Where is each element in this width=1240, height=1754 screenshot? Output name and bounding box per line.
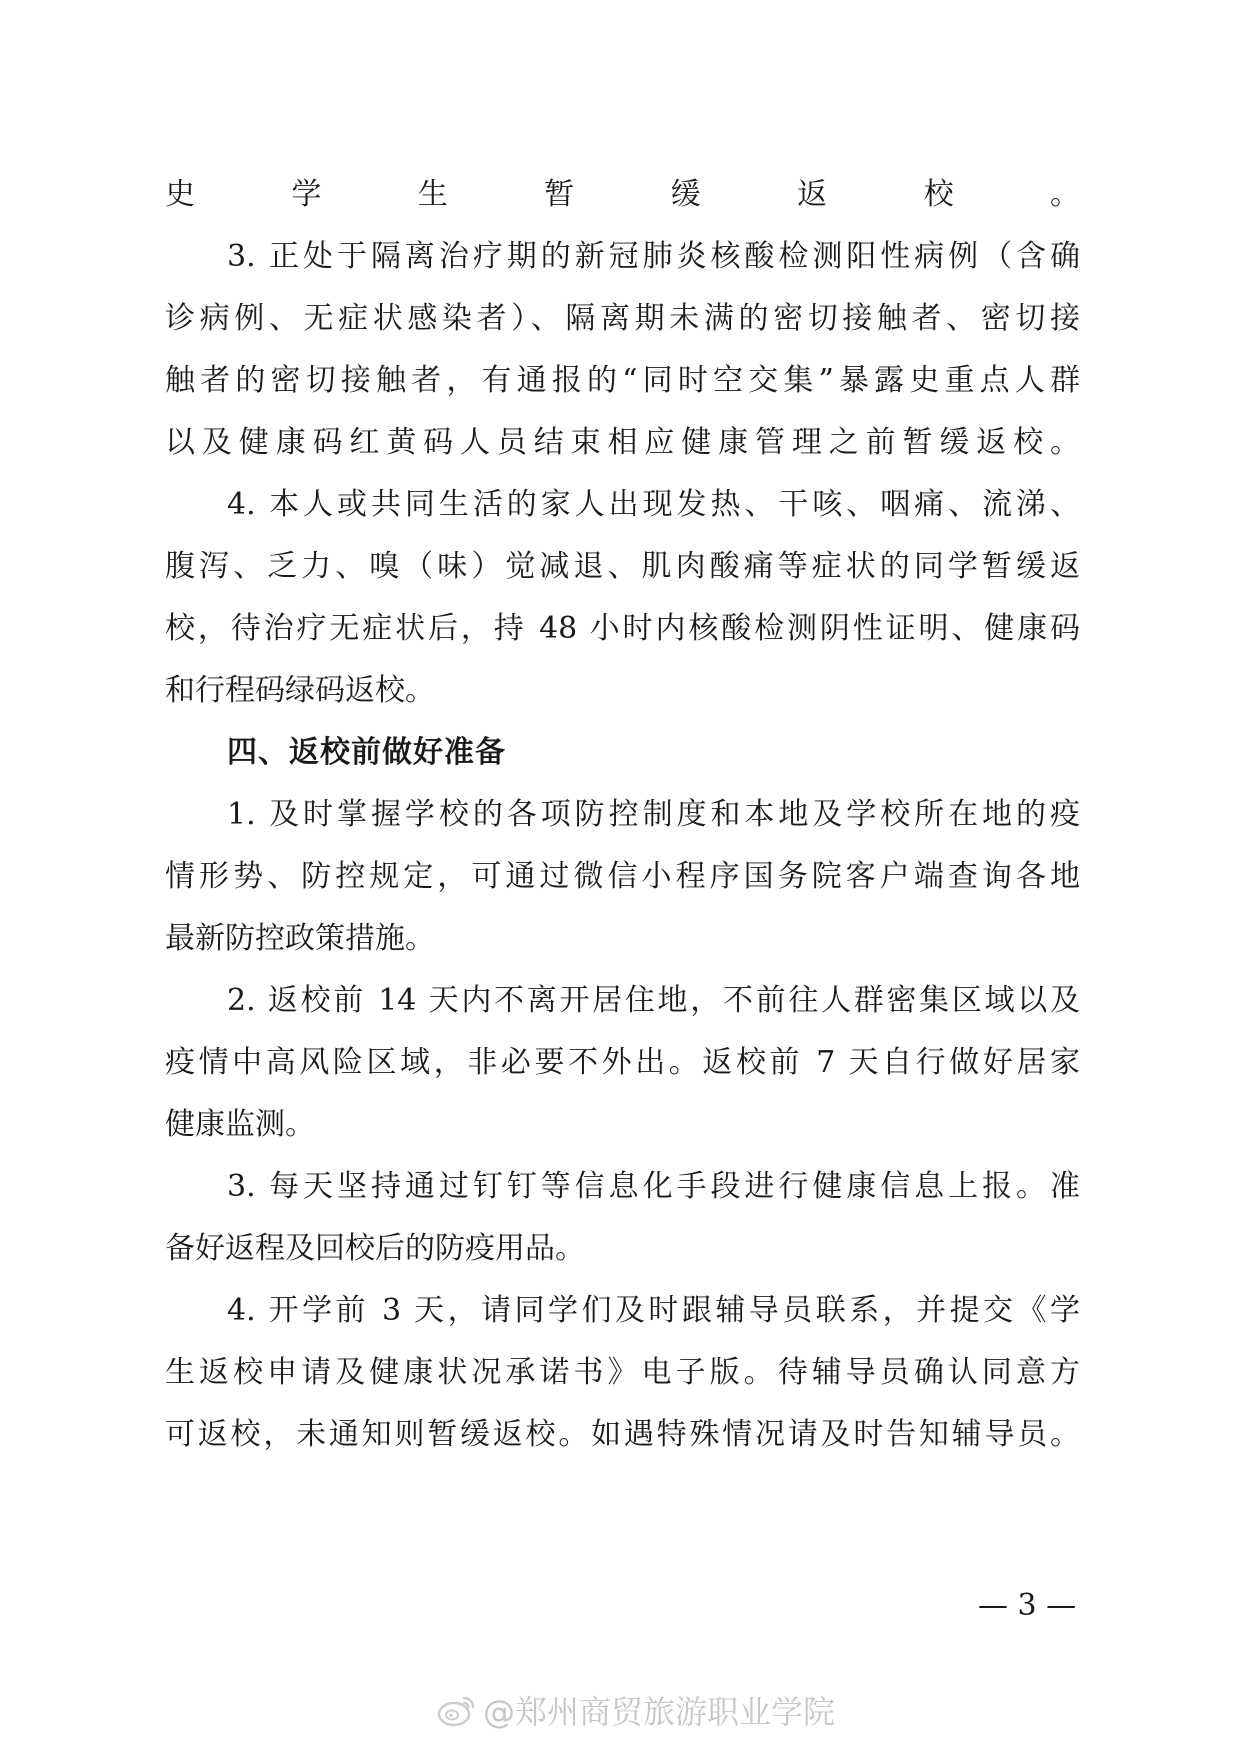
text-line: 可返校，未通知则暂缓返校。如遇特殊情况请及时告知辅导员。 xyxy=(165,1417,1080,1452)
text-line: 3. 正处于隔离治疗期的新冠肺炎核酸检测阳性病例（含确 xyxy=(227,239,1080,274)
text-line: 健康监测。 xyxy=(165,1107,315,1142)
text-line: 以及健康码红黄码人员结束相应健康管理之前暂缓返校。 xyxy=(165,425,1080,460)
text-line: 和行程码绿码返校。 xyxy=(165,673,435,708)
text-line: 4. 开学前 3 天，请同学们及时跟辅导员联系，并提交《学 xyxy=(227,1293,1080,1328)
text-line: 疫情中高风险区域，非必要不外出。返校前 7 天自行做好居家 xyxy=(165,1045,1080,1080)
text-line: 3. 每天坚持通过钉钉等信息化手段进行健康信息上报。准 xyxy=(227,1169,1080,1204)
weibo-icon xyxy=(437,1693,477,1727)
text-line: 4. 本人或共同生活的家人出现发热、干咳、咽痛、流涕、 xyxy=(227,487,1080,522)
text-line: 备好返程及回校后的防疫用品。 xyxy=(165,1231,585,1266)
section-heading: 四、返校前做好准备 xyxy=(227,735,506,770)
watermark-text: @郑州商贸旅游职业学院 xyxy=(483,1693,836,1731)
text-line: 情形势、防控规定，可通过微信小程序国务院客户端查询各地 xyxy=(165,859,1080,894)
page-number: — 3 — xyxy=(978,1588,1077,1623)
text-line: 2. 返校前 14 天内不离开居住地，不前往人群密集区域以及 xyxy=(227,983,1080,1018)
text-line: 校，待治疗无症状后，持 48 小时内核酸检测阴性证明、健康码 xyxy=(165,611,1080,646)
text-line: 史学生暂缓返校。 xyxy=(165,177,1080,212)
text-line: 生返校申请及健康状况承诺书》电子版。待辅导员确认同意方 xyxy=(165,1355,1080,1390)
text-line: 腹泻、乏力、嗅（味）觉减退、肌肉酸痛等症状的同学暂缓返 xyxy=(165,549,1080,584)
text-line: 最新防控政策措施。 xyxy=(165,921,435,956)
watermark xyxy=(437,1688,835,1732)
text-line: 1. 及时掌握学校的各项防控制度和本地及学校所在地的疫 xyxy=(227,797,1080,832)
text-line: 触者的密切接触者，有通报的“同时空交集”暴露史重点人群 xyxy=(165,363,1080,398)
text-line: 诊病例、无症状感染者）、隔离期未满的密切接触者、密切接 xyxy=(165,301,1080,336)
